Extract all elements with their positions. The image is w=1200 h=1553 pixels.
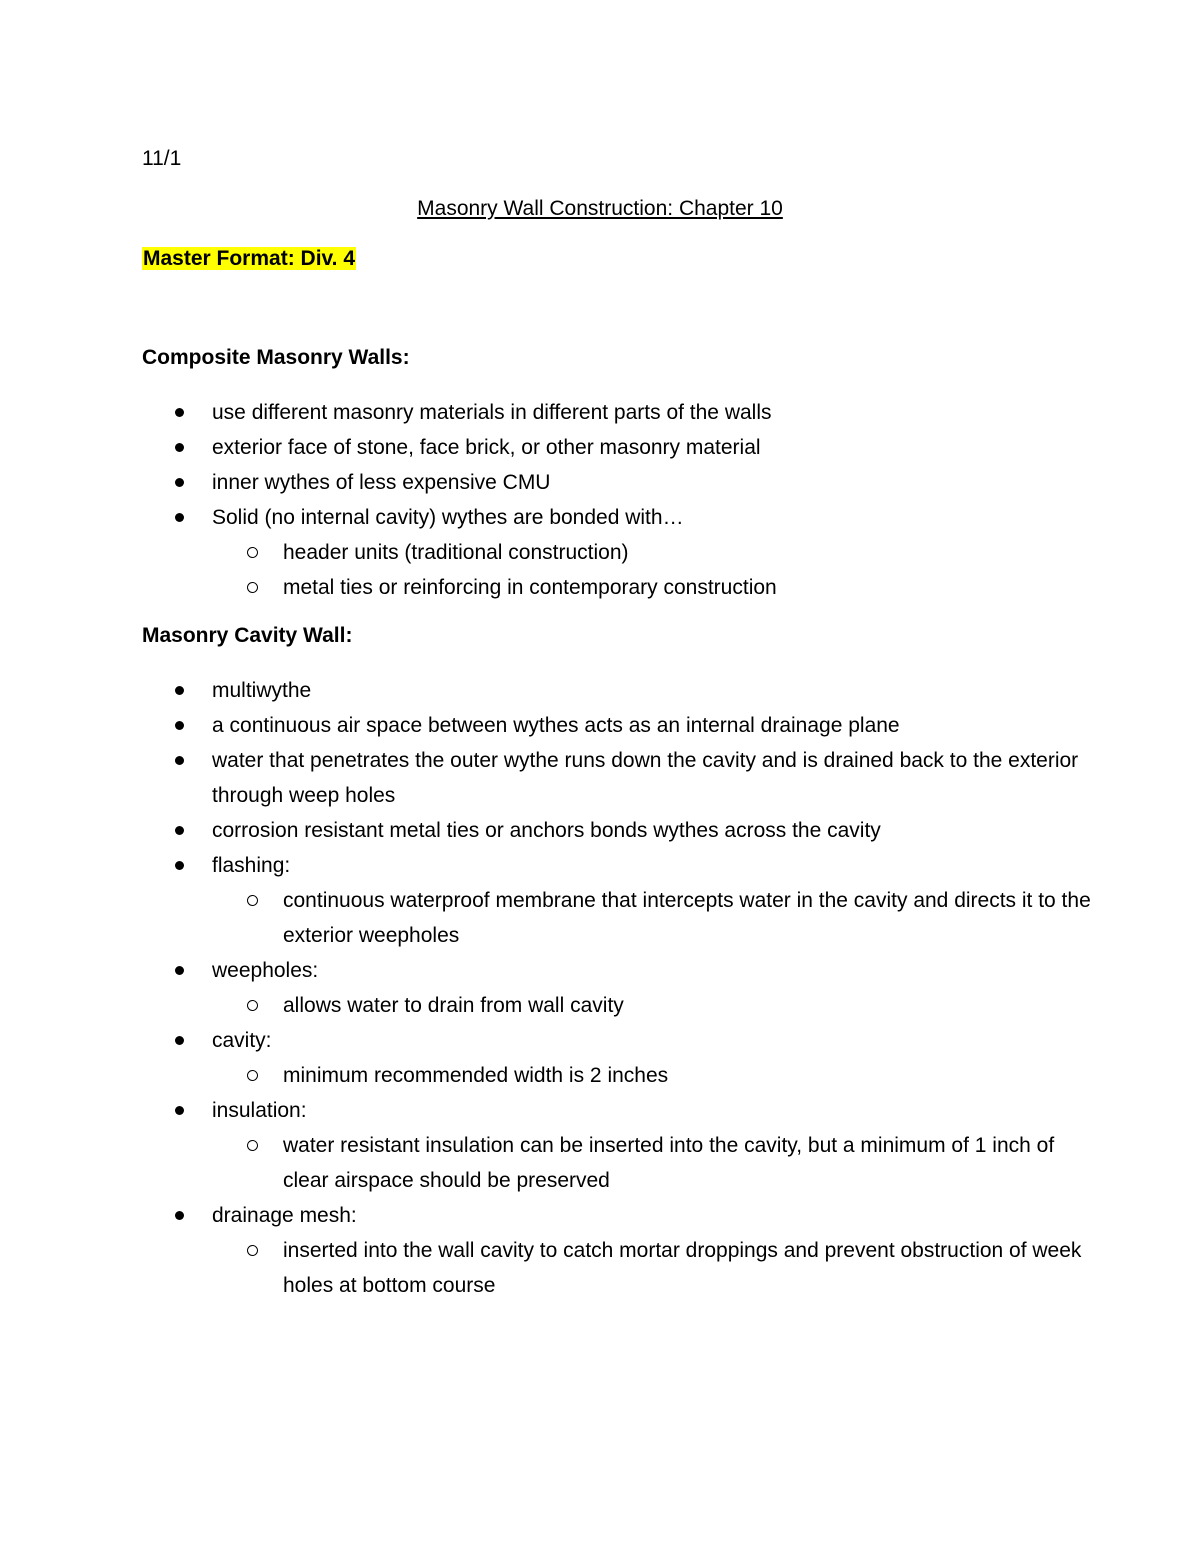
composite-heading: Composite Masonry Walls: <box>142 346 410 369</box>
list-item: weepholes: allows water to drain from wall cavity <box>142 953 1102 1023</box>
sub-list <box>212 1058 1102 1093</box>
composite-section <box>142 345 1102 605</box>
bullet-icon <box>175 721 184 730</box>
note-date: 11/1 <box>142 147 182 170</box>
bullet-icon <box>175 756 184 765</box>
sub-list-item: header units (traditional construction) <box>212 535 1102 570</box>
sub-list-item: water resistant insulation can be inserted into the cavity, but a minimum of 1 inch of clear airspace should be preserved <box>212 1128 1102 1198</box>
sub-list <box>212 883 1102 953</box>
sub-list <box>212 1233 1102 1303</box>
master-format-label <box>142 246 356 272</box>
master-format-highlight: Master Format: Div. 4 <box>143 247 355 270</box>
cavity-section <box>142 623 1102 1303</box>
bullet-icon <box>175 443 184 452</box>
bullet-icon <box>175 826 184 835</box>
bullet-icon <box>175 861 184 870</box>
circle-bullet-icon <box>247 895 258 906</box>
sub-list-item: minimum recommended width is 2 inches <box>212 1058 1102 1093</box>
list-item: corrosion resistant metal ties or anchors bonds wythes across the cavity <box>142 813 1102 848</box>
composite-list <box>142 395 1102 605</box>
bullet-icon <box>175 513 184 522</box>
sub-list-item: inserted into the wall cavity to catch mortar droppings and prevent obstruction of week holes at bottom course <box>212 1233 1102 1303</box>
sub-list-item: continuous waterproof membrane that intercepts water in the cavity and directs it to the exterior weepholes <box>212 883 1102 953</box>
list-item: Solid (no internal cavity) wythes are bonded with… header units (traditional construction) metal ties or reinforcing in contemporary construction <box>142 500 1102 605</box>
cavity-list <box>142 673 1102 1303</box>
bullet-icon <box>175 966 184 975</box>
sub-list-item: metal ties or reinforcing in contemporary construction <box>212 570 1102 605</box>
circle-bullet-icon <box>247 1245 258 1256</box>
bullet-icon <box>175 408 184 417</box>
sub-list-item: allows water to drain from wall cavity <box>212 988 1102 1023</box>
circle-bullet-icon <box>247 582 258 593</box>
sub-list <box>212 535 1102 605</box>
bullet-icon <box>175 1106 184 1115</box>
list-item: cavity: minimum recommended width is 2 inches <box>142 1023 1102 1093</box>
bullet-icon <box>175 1211 184 1220</box>
circle-bullet-icon <box>247 1140 258 1151</box>
list-item: exterior face of stone, face brick, or other masonry material <box>142 430 1102 465</box>
circle-bullet-icon <box>247 1070 258 1081</box>
list-item: flashing: continuous waterproof membrane that intercepts water in the cavity and directs it to the exterior weepholes <box>142 848 1102 953</box>
sub-list <box>212 988 1102 1023</box>
list-item: insulation: water resistant insulation can be inserted into the cavity, but a minimum of 1 inch of clear airspace should be preserved <box>142 1093 1102 1198</box>
bullet-icon <box>175 478 184 487</box>
list-item: a continuous air space between wythes acts as an internal drainage plane <box>142 708 1102 743</box>
list-item: water that penetrates the outer wythe runs down the cavity and is drained back to the exterior through weep holes <box>142 743 1102 813</box>
cavity-heading: Masonry Cavity Wall: <box>142 624 353 647</box>
sub-list <box>212 1128 1102 1198</box>
list-item: multiwythe <box>142 673 1102 708</box>
list-item: drainage mesh: inserted into the wall cavity to catch mortar droppings and prevent obstruction of week holes at bottom course <box>142 1198 1102 1303</box>
bullet-icon <box>175 686 184 695</box>
page-title: Masonry Wall Construction: Chapter 10 <box>417 197 783 220</box>
bullet-icon <box>175 1036 184 1045</box>
circle-bullet-icon <box>247 1000 258 1011</box>
list-item: use different masonry materials in different parts of the walls <box>142 395 1102 430</box>
list-item: inner wythes of less expensive CMU <box>142 465 1102 500</box>
circle-bullet-icon <box>247 547 258 558</box>
